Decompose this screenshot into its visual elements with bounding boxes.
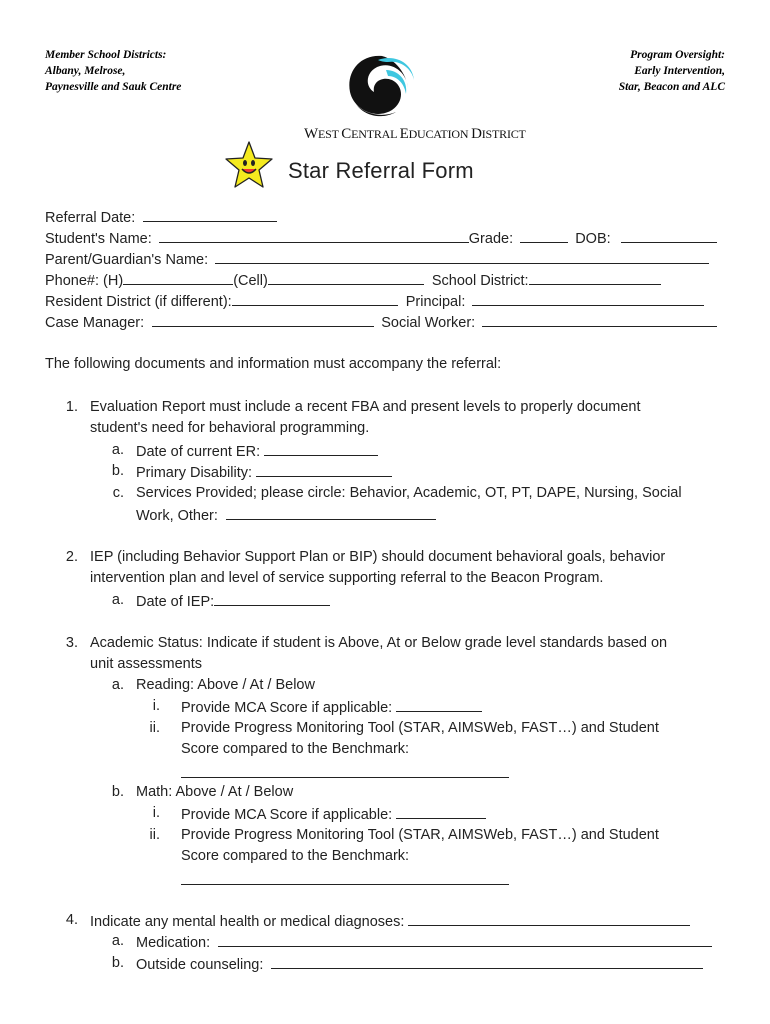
- services-other-field[interactable]: [226, 504, 436, 520]
- math-mca-label: Provide MCA Score if applicable:: [181, 807, 393, 823]
- reading-mca-field[interactable]: [396, 696, 482, 712]
- item-4a: [136, 931, 712, 955]
- outside-counseling-field[interactable]: [271, 953, 703, 969]
- diagnoses-label: Indicate any mental health or medical diagnoses:: [90, 914, 405, 930]
- header-left-line-1: Member School Districts:: [45, 49, 167, 61]
- item-2a-letter: a.: [111, 592, 124, 608]
- organization-name: WEST CENTRAL EDUCATION DISTRICT: [304, 126, 526, 142]
- item-1b: [136, 461, 392, 485]
- reading-i-numeral: i.: [152, 698, 160, 714]
- case-manager-row: [45, 311, 717, 334]
- guardian-label: Parent/Guardian's Name:: [45, 252, 209, 268]
- reading-mca: [181, 696, 482, 720]
- item-3a-letter: a.: [111, 677, 124, 693]
- item-2-number: 2.: [65, 549, 78, 565]
- item-2a-label: Date of IEP:: [136, 594, 215, 610]
- student-name-field[interactable]: [159, 227, 469, 243]
- program-oversight-header: [619, 47, 725, 95]
- reading-pm-line-2: Score compared to the Benchmark:: [181, 741, 410, 757]
- item-1b-label: Primary Disability:: [136, 465, 253, 481]
- item-4-line-1: [90, 910, 690, 934]
- principal-label: Principal:: [405, 294, 466, 310]
- primary-disability-field[interactable]: [256, 461, 392, 477]
- school-district-field[interactable]: [529, 269, 661, 285]
- resident-district-field[interactable]: [232, 290, 398, 306]
- math-pm-line-1: Provide Progress Monitoring Tool (STAR, AIMSWeb, FAST…) and Student: [181, 827, 659, 843]
- item-3-line-1: Academic Status: Indicate if student is Above, At or Below grade level standards based on: [90, 635, 668, 651]
- social-worker-field[interactable]: [482, 311, 717, 327]
- header-left-line-3: Paynesville and Sauk Centre: [45, 81, 182, 93]
- item-2-line-2: intervention plan and level of service supporting referral to the Beacon Program.: [90, 570, 604, 586]
- social-worker-label: Social Worker:: [381, 315, 476, 331]
- item-3-line-2: unit assessments: [90, 656, 203, 672]
- case-manager-label: Case Manager:: [45, 315, 145, 331]
- item-1a-letter: a.: [111, 442, 124, 458]
- item-1a-label: Date of current ER:: [136, 444, 261, 460]
- dob-field[interactable]: [621, 227, 717, 243]
- math-ii-numeral: ii.: [149, 827, 160, 843]
- resident-district-label: Resident District (if different):: [45, 294, 232, 310]
- item-4a-letter: a.: [111, 933, 124, 949]
- reading-level: Reading: Above / At / Below: [136, 677, 315, 693]
- guardian-row: [45, 248, 709, 271]
- item-1c-line-2: [136, 504, 436, 528]
- phone-home-field[interactable]: [123, 269, 233, 285]
- item-1b-letter: b.: [111, 463, 124, 479]
- header-right-line-2: Early Intervention,: [634, 65, 725, 77]
- referral-date-field[interactable]: [143, 206, 277, 222]
- school-district-label: School District:: [431, 273, 529, 289]
- math-benchmark-field[interactable]: [181, 869, 509, 885]
- swirl-logo-icon: [342, 48, 416, 122]
- header-right-line-1: Program Oversight:: [630, 49, 725, 61]
- form-title: Star Referral Form: [288, 158, 474, 183]
- smiling-star-icon: [224, 140, 274, 190]
- phone-row: [45, 269, 661, 292]
- math-level: Math: Above / At / Below: [136, 784, 294, 800]
- referral-date-label: Referral Date:: [45, 210, 136, 226]
- header-left-line-2: Albany, Melrose,: [45, 65, 126, 77]
- phone-home-label: Phone#: (H): [45, 273, 124, 289]
- item-3b-letter: b.: [111, 784, 124, 800]
- er-date-field[interactable]: [264, 440, 378, 456]
- item-3-number: 3.: [65, 635, 78, 651]
- outside-counseling-label: Outside counseling:: [136, 957, 264, 973]
- principal-field[interactable]: [472, 290, 704, 306]
- math-i-numeral: i.: [152, 805, 160, 821]
- item-1-number: 1.: [65, 399, 78, 415]
- item-1-line-1: Evaluation Report must include a recent FBA and present levels to properly document: [90, 399, 641, 415]
- case-manager-field[interactable]: [152, 311, 374, 327]
- medication-label: Medication:: [136, 935, 211, 951]
- header-right-line-3: Star, Beacon and ALC: [618, 81, 725, 93]
- referral-date-row: [45, 206, 277, 229]
- item-2-line-1: IEP (including Behavior Support Plan or BIP) should document behavioral goals, behavior: [90, 549, 666, 565]
- reading-benchmark-field[interactable]: [181, 762, 509, 778]
- resident-row: [45, 290, 704, 313]
- item-1c-other-label: Work, Other:: [136, 508, 218, 524]
- guardian-field[interactable]: [215, 248, 709, 264]
- item-1c-letter: c.: [112, 485, 124, 501]
- grade-label: Grade:: [468, 231, 514, 247]
- medication-field[interactable]: [218, 931, 712, 947]
- math-pm-line-2: Score compared to the Benchmark:: [181, 848, 410, 864]
- member-districts-header: [45, 47, 181, 95]
- student-row: [45, 227, 717, 250]
- reading-ii-numeral: ii.: [149, 720, 160, 736]
- intro-text: The following documents and information must accompany the referral:: [45, 356, 502, 372]
- reading-pm-line-1: Provide Progress Monitoring Tool (STAR, AIMSWeb, FAST…) and Student: [181, 720, 659, 736]
- math-mca-field[interactable]: [396, 803, 486, 819]
- item-1a: [136, 440, 378, 464]
- phone-cell-field[interactable]: [268, 269, 424, 285]
- diagnoses-field[interactable]: [408, 910, 690, 926]
- item-4-number: 4.: [65, 912, 78, 928]
- iep-date-field[interactable]: [214, 590, 330, 606]
- item-2a: [136, 590, 330, 614]
- student-name-label: Student's Name:: [45, 231, 152, 247]
- item-1c-line-1: Services Provided; please circle: Behavior, Academic, OT, PT, DAPE, Nursing, Social: [136, 485, 682, 501]
- dob-label: DOB:: [575, 231, 611, 247]
- item-1-line-2: student's need for behavioral programming.: [90, 420, 370, 436]
- math-mca: [181, 803, 486, 827]
- grade-field[interactable]: [520, 227, 568, 243]
- item-4b: [136, 953, 703, 977]
- phone-cell-label: (Cell): [233, 273, 268, 289]
- item-4b-letter: b.: [111, 955, 124, 971]
- reading-mca-label: Provide MCA Score if applicable:: [181, 700, 393, 716]
